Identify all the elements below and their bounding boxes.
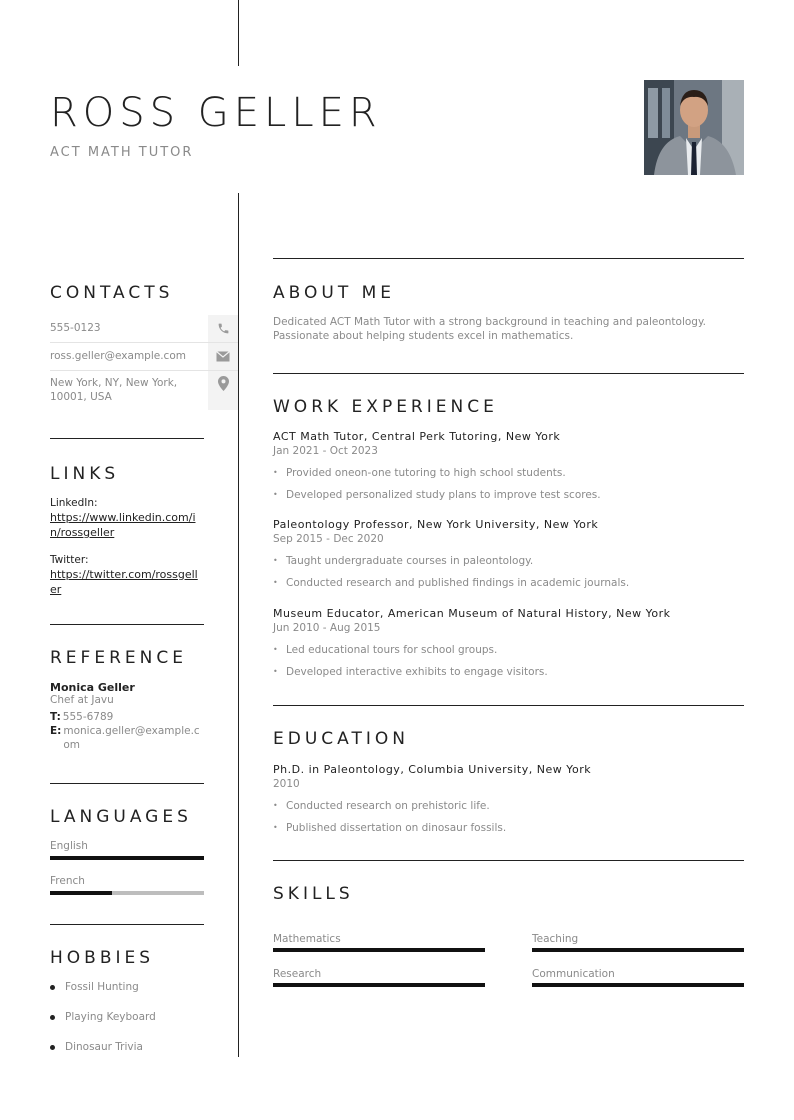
bullet-item: • Developed personalized study plans to improve test scores. — [273, 484, 744, 506]
link-label: LinkedIn: — [50, 497, 98, 509]
language-level-fill — [50, 891, 112, 895]
phone-label: T: — [50, 711, 61, 723]
skill-level-bar — [532, 948, 744, 952]
job-dates: Jun 2010 - Aug 2015 — [273, 622, 381, 634]
contact-email — [50, 343, 238, 371]
job-title: Museum Educator, American Museum of Natural History, New York — [273, 607, 671, 620]
email-label: E: — [50, 725, 62, 737]
bullet-item: • Conducted research and published findings in academic journals. — [273, 572, 744, 594]
divider — [273, 258, 744, 259]
hobby-item — [50, 1041, 143, 1053]
vertical-divider-top — [238, 0, 239, 66]
experience-heading: WORK EXPERIENCE — [273, 397, 498, 417]
language-name: French — [50, 875, 85, 887]
skill-item — [532, 967, 744, 987]
skill-level-fill — [532, 983, 744, 987]
job-dates: Jan 2021 - Oct 2023 — [273, 445, 378, 457]
job-dates: Sep 2015 - Dec 2020 — [273, 533, 384, 545]
job-title: Paleontology Professor, New York University, New York — [273, 518, 599, 531]
skill-level-fill — [273, 948, 485, 952]
reference-heading: REFERENCE — [50, 648, 187, 668]
divider — [273, 705, 744, 706]
bullet-icon — [50, 1015, 55, 1020]
bullet-item: • Led educational tours for school groups. — [273, 639, 744, 661]
vertical-divider — [238, 193, 239, 1057]
link-linkedin — [50, 496, 200, 540]
link-label: Twitter: — [50, 554, 89, 566]
skills-heading: SKILLS — [273, 884, 354, 904]
skill-item — [273, 932, 485, 952]
about-text: Dedicated ACT Math Tutor with a strong background in teaching and paleontology. Passionate about helping students excel in mathematics. — [273, 316, 707, 342]
hobby-item — [50, 981, 139, 993]
skill-name: Research — [273, 968, 322, 980]
bullet-icon — [50, 985, 55, 990]
reference-block — [50, 681, 204, 752]
hobby-text: Fossil Hunting — [65, 981, 139, 993]
profile-photo — [644, 80, 744, 175]
skill-level-bar — [532, 983, 744, 987]
phone-text: 555-0123 — [50, 322, 101, 334]
reference-name: Monica Geller — [50, 681, 135, 694]
linkedin-link[interactable]: https://www.linkedin.com/in/rossgeller — [50, 511, 196, 539]
bullet-item: • Conducted research on prehistoric life. — [273, 795, 744, 817]
job-bullets — [273, 639, 744, 683]
bullet-item: • Developed interactive exhibits to engage visitors. — [273, 661, 744, 683]
job-title: ACT Math Tutor, Central Perk Tutoring, New York — [273, 430, 561, 443]
bullet-item: • Taught undergraduate courses in paleontology. — [273, 550, 744, 572]
links-heading: LINKS — [50, 464, 120, 484]
skill-item — [532, 932, 744, 952]
skill-level-bar — [273, 983, 485, 987]
language-level-fill — [50, 856, 204, 860]
divider — [50, 783, 204, 784]
bullet-item: • Provided oneon-one tutoring to high school students. — [273, 462, 744, 484]
language-level-bar — [50, 891, 204, 895]
skill-level-bar — [273, 948, 485, 952]
language-level-bar — [50, 856, 204, 860]
about-heading: ABOUT ME — [273, 283, 396, 303]
email-text: ross.geller@example.com — [50, 350, 186, 362]
hobby-text: Playing Keyboard — [65, 1011, 156, 1023]
education-heading: EDUCATION — [273, 729, 409, 749]
candidate-name: ROSS GELLER — [50, 90, 382, 136]
divider — [50, 924, 204, 925]
hobby-item — [50, 1011, 156, 1023]
languages-heading: LANGUAGES — [50, 807, 192, 827]
contact-address — [50, 371, 238, 410]
reference-email — [50, 724, 204, 752]
contacts-heading: CONTACTS — [50, 283, 174, 303]
bullet-icon — [50, 1045, 55, 1050]
job-entry — [273, 517, 744, 594]
education-dates: 2010 — [273, 778, 300, 790]
reference-role: Chef at Javu — [50, 694, 114, 706]
candidate-title: ACT MATH TUTOR — [50, 145, 194, 160]
reference-phone-value: 555-6789 — [62, 711, 114, 723]
location-pin-icon — [208, 371, 238, 410]
job-entry — [273, 606, 744, 683]
job-bullets — [273, 462, 744, 506]
language-name: English — [50, 840, 88, 852]
address-text: New York, NY, New York, 10001, USA — [50, 377, 178, 403]
skill-name: Mathematics — [273, 933, 341, 945]
hobbies-heading: HOBBIES — [50, 948, 155, 968]
hobby-text: Dinosaur Trivia — [65, 1041, 143, 1053]
job-bullets — [273, 550, 744, 594]
divider — [50, 624, 204, 625]
skill-level-fill — [532, 948, 744, 952]
link-twitter — [50, 553, 200, 597]
reference-email-value: monica.geller@example.com — [63, 725, 200, 751]
skill-name: Teaching — [532, 933, 579, 945]
divider — [50, 438, 204, 439]
skill-name: Communication — [532, 968, 615, 980]
divider — [273, 860, 744, 861]
envelope-icon — [208, 343, 238, 370]
skill-level-fill — [273, 983, 485, 987]
education-entry — [273, 762, 744, 839]
skill-item — [273, 967, 485, 987]
job-entry — [273, 429, 744, 506]
degree-title: Ph.D. in Paleontology, Columbia University, New York — [273, 763, 592, 776]
bullet-item: • Published dissertation on dinosaur fossils. — [273, 817, 744, 839]
education-bullets — [273, 795, 744, 839]
contact-phone — [50, 315, 238, 343]
divider — [273, 373, 744, 374]
twitter-link[interactable]: https://twitter.com/rossgeller — [50, 568, 198, 596]
reference-phone — [50, 710, 204, 724]
phone-icon — [208, 315, 238, 342]
